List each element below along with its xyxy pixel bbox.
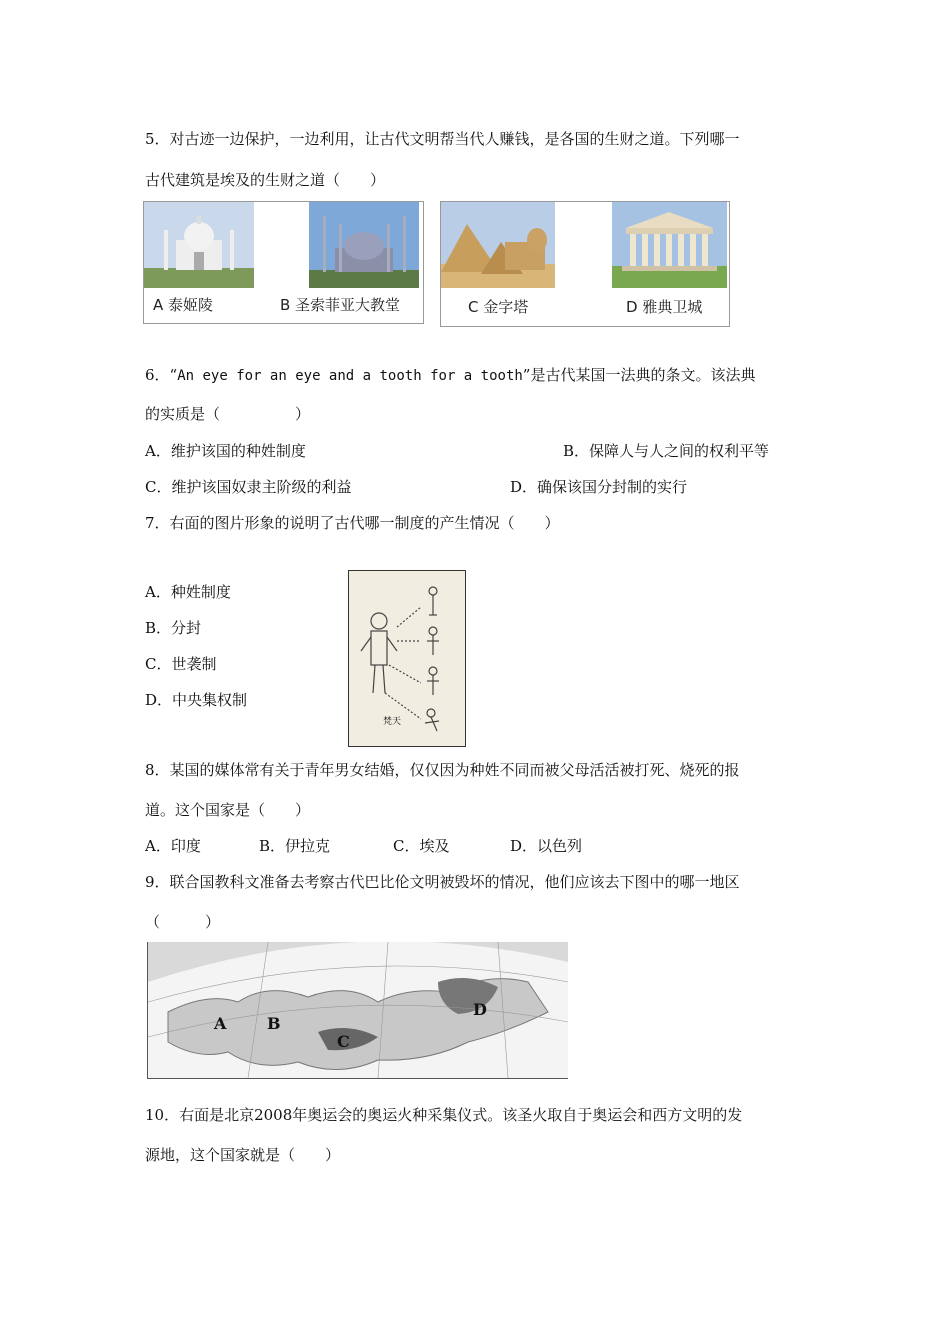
- brahma-caste-illustration: [348, 570, 466, 747]
- q10-stem-line1: 10．右面是北京2008年奥运会的奥运火种采集仪式。该圣火取自于奥运会和西方文明的发: [145, 1106, 743, 1124]
- parthenon-photo: [612, 202, 727, 288]
- q5-caption-c: C 金字塔: [468, 298, 529, 316]
- map-label-a: A: [214, 1014, 227, 1033]
- q5-caption-b: B 圣索菲亚大教堂: [280, 296, 401, 314]
- q7-option-a: A．种姓制度: [145, 583, 231, 601]
- q8-option-b: B．伊拉克: [259, 837, 331, 855]
- q6-option-c: C．维护该国奴隶主阶级的利益: [145, 478, 352, 496]
- q8-stem-line1: 8．某国的媒体常有关于青年男女结婚，仅仅因为种姓不同而被父母活活被打死、烧死的报: [145, 761, 740, 779]
- q6-prefix: 6．“: [145, 366, 178, 384]
- q9-stem-line1: 9．联合国教科文准备去考察古代巴比伦文明被毁坏的情况，他们应该去下图中的哪一地区: [145, 873, 740, 891]
- q8-option-c: C．埃及: [393, 837, 450, 855]
- q6-option-b: B．保障人与人之间的权利平等: [563, 442, 770, 460]
- q6-option-a: A．维护该国的种姓制度: [145, 442, 306, 460]
- q6-stem-line2: 的实质是（ ）: [145, 405, 311, 423]
- q7-option-b: B．分封: [145, 619, 202, 637]
- pyramid-sphinx-photo: [441, 202, 555, 288]
- q6-stem-line1: [145, 364, 755, 385]
- q5-stem-line1: 5．对古迹一边保护，一边利用，让古代文明帮当代人赚钱，是各国的生财之道。下列哪一: [145, 130, 740, 148]
- q7-stem: 7．右面的图片形象的说明了古代哪一制度的产生情况（ ）: [145, 514, 560, 532]
- q6-suffix: ”是古代某国一法典的条文。该法典: [522, 366, 756, 384]
- q8-stem-line2: 道。这个国家是（ ）: [145, 801, 311, 819]
- q9-stem-line2: （ ）: [145, 913, 221, 931]
- q5-caption-a: A 泰姬陵: [153, 296, 214, 314]
- ancient-civilizations-map: [147, 942, 568, 1079]
- q10-stem-line2: 源地，这个国家就是（ ）: [145, 1146, 341, 1164]
- q6-quote: An eye for an eye and a tooth for a tooth: [177, 368, 523, 384]
- q6-option-d: D．确保该国分封制的实行: [510, 478, 688, 496]
- hagia-sophia-photo: [309, 202, 419, 288]
- map-label-d: D: [473, 1000, 487, 1019]
- q8-option-a: A．印度: [145, 837, 201, 855]
- q7-option-c: C．世袭制: [145, 655, 217, 673]
- q7-option-d: D．中央集权制: [145, 691, 248, 709]
- q5-caption-d: D 雅典卫城: [626, 298, 703, 316]
- q5-stem-line2: 古代建筑是埃及的生财之道（ ）: [145, 171, 386, 189]
- q8-option-d: D．以色列: [510, 837, 583, 855]
- map-label-b: B: [267, 1014, 281, 1033]
- brahma-label: 梵天: [383, 717, 402, 727]
- map-label-c: C: [337, 1032, 350, 1051]
- taj-mahal-photo: [144, 202, 254, 288]
